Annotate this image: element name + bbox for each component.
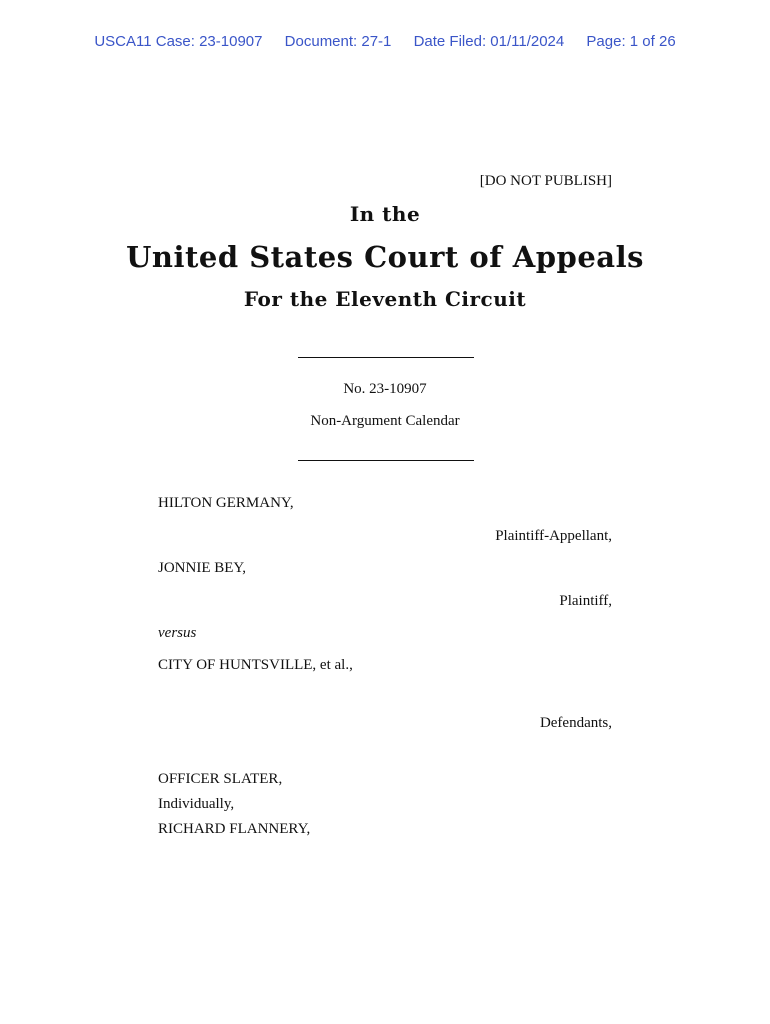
calendar-type: Non-Argument Calendar (310, 413, 460, 429)
party-defendant-officer: OFFICER SLATER, (158, 771, 283, 787)
court-heading-line1: In the (349, 202, 421, 226)
document-number-stamp: Document: 27-1 (284, 33, 392, 50)
case-number-stamp: USCA11 Case: 23-10907 (94, 33, 263, 50)
separator-rule-bottom (298, 460, 474, 461)
party-plaintiff-name: JONNIE BEY, (158, 560, 247, 576)
filing-stamp-header (0, 33, 770, 50)
party-role-plaintiff: Plaintiff, (559, 593, 612, 609)
publish-note: [DO NOT PUBLISH] (479, 173, 612, 189)
page-count-stamp: Page: 1 of 26 (586, 33, 676, 50)
date-filed-stamp: Date Filed: 01/11/2024 (413, 33, 565, 50)
party-role-plaintiff-appellant: Plaintiff-Appellant, (495, 528, 612, 544)
versus-label: versus (158, 625, 197, 641)
party-defendant-city: CITY OF HUNTSVILLE, et al., (158, 657, 353, 673)
court-name-heading: United States Court of Appeals (126, 240, 644, 274)
party-plaintiff-appellant-name: HILTON GERMANY, (158, 495, 294, 511)
docket-number: No. 23-10907 (343, 381, 427, 397)
party-defendant-flannery: RICHARD FLANNERY, (158, 821, 311, 837)
circuit-heading: For the Eleventh Circuit (243, 287, 527, 311)
party-role-defendants: Defendants, (539, 715, 612, 731)
party-defendant-officer-capacity: Individually, (158, 796, 235, 812)
separator-rule-top (298, 357, 474, 358)
